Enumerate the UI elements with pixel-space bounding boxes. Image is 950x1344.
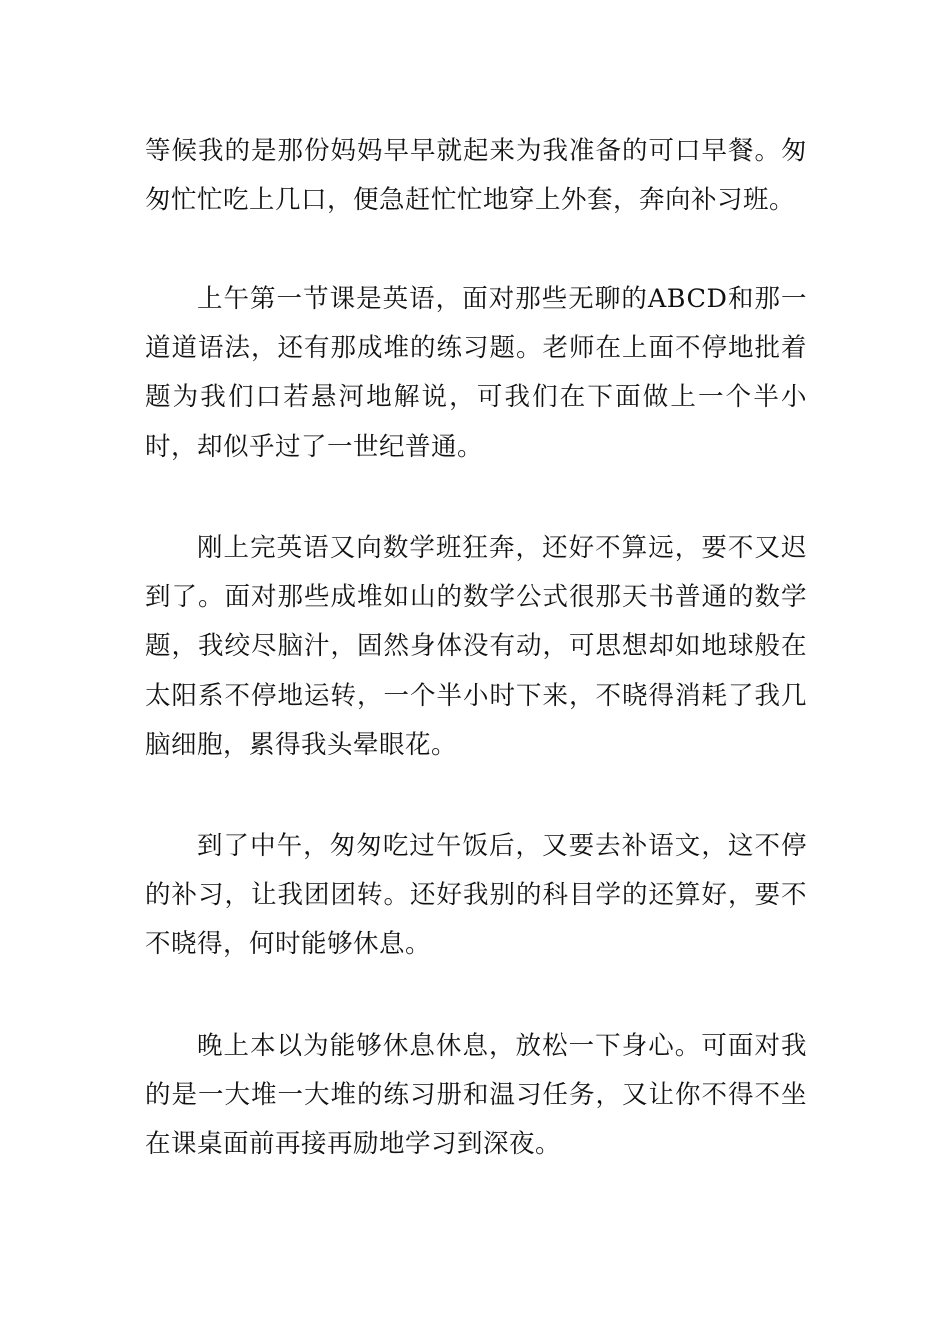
paragraph-3: 刚上完英语又向数学班狂奔，还好不算远，要不又迟到了。面对那些成堆如山的数学公式很那天书普通的数学题，我绞尽脑汁，固然身体没有动，可思想却如地球般在太阳系不停地运转，一个半小时下来，不晓得消耗了我几脑细胞，累得我头晕眼花。	[145, 533, 807, 760]
paragraph-4: 到了中午，匆匆吃过午饭后，又要去补语文，这不停的补习，让我团团转。还好我别的科目学的还算好，要不不晓得，何时能够休息。	[145, 831, 807, 960]
paragraph-1: 等候我的是那份妈妈早早就起来为我准备的可口早餐。匆匆忙忙吃上几口，便急赶忙忙地穿上外套，奔向补习班。	[145, 136, 807, 216]
paragraph-5: 晚上本以为能够休息休息，放松一下身心。可面对我的是一大堆一大堆的练习册和温习任务，又让你不得不坐在课桌面前再接再励地学习到深夜。	[145, 1031, 807, 1160]
paragraph-2: 上午第一节课是英语，面对那些无聊的ABCD和那一道道语法，还有那成堆的练习题。老师在上面不停地批着题为我们口若悬河地解说，可我们在下面做上一个半小时，却似乎过了一世纪普通。	[145, 284, 807, 462]
